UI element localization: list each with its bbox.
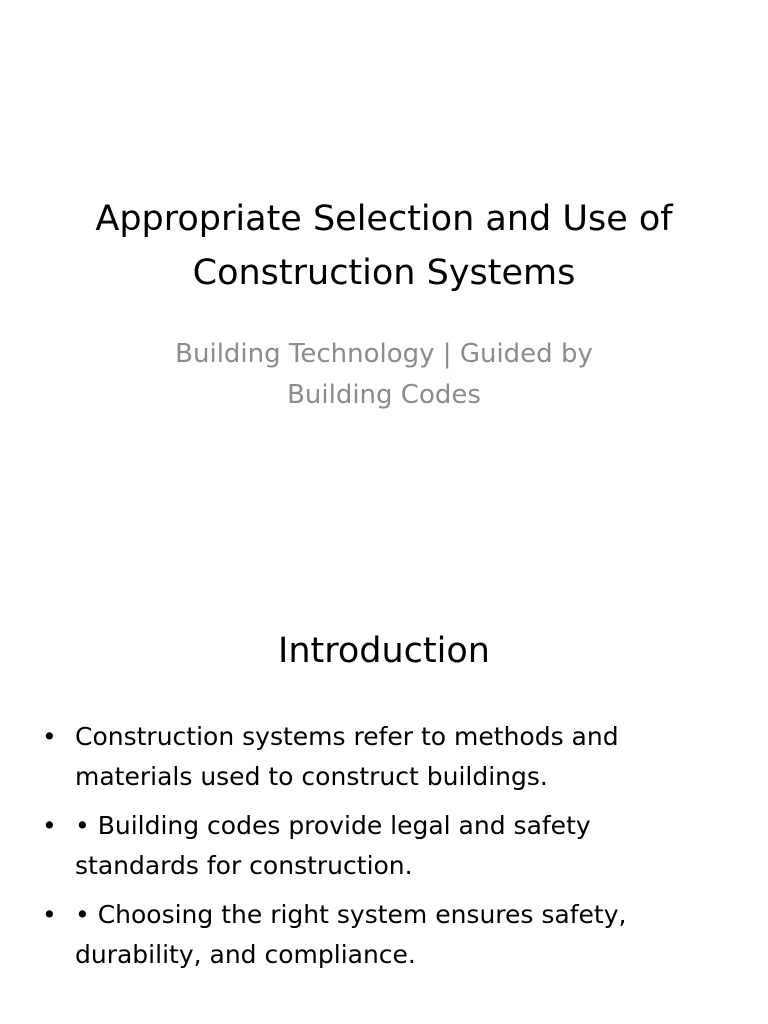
bullet-text-line-2: materials used to construct buildings.: [75, 762, 548, 791]
bullet-text-line-2: durability, and compliance.: [75, 940, 416, 969]
bullet-icon: •: [42, 811, 57, 840]
slide-subtitle-line-2: Building Codes: [287, 380, 481, 410]
introduction-title: Introduction: [278, 631, 490, 671]
bullet-list: [40, 717, 730, 984]
slide-subtitle: [90, 334, 678, 416]
list-item: [40, 717, 730, 797]
introduction-slide: [0, 512, 768, 1024]
slide-title-line-1: Appropriate Selection and Use of: [95, 199, 673, 239]
bullet-text-line-1: Construction systems refer to methods and: [75, 722, 619, 751]
slide-subtitle-line-1: Building Technology | Guided by: [175, 339, 593, 369]
bullet-icon: •: [42, 900, 57, 929]
bullet-text-line-1: • Building codes provide legal and safety: [75, 811, 591, 840]
list-item: [40, 895, 730, 975]
bullet-text-line-1: • Choosing the right system ensures safety,: [75, 900, 627, 929]
slide-title-line-2: Construction Systems: [192, 253, 576, 293]
bullet-text-line-2: standards for construction.: [75, 851, 413, 880]
list-item: [40, 806, 730, 886]
slide-title: [40, 192, 728, 300]
bullet-icon: •: [42, 722, 57, 751]
